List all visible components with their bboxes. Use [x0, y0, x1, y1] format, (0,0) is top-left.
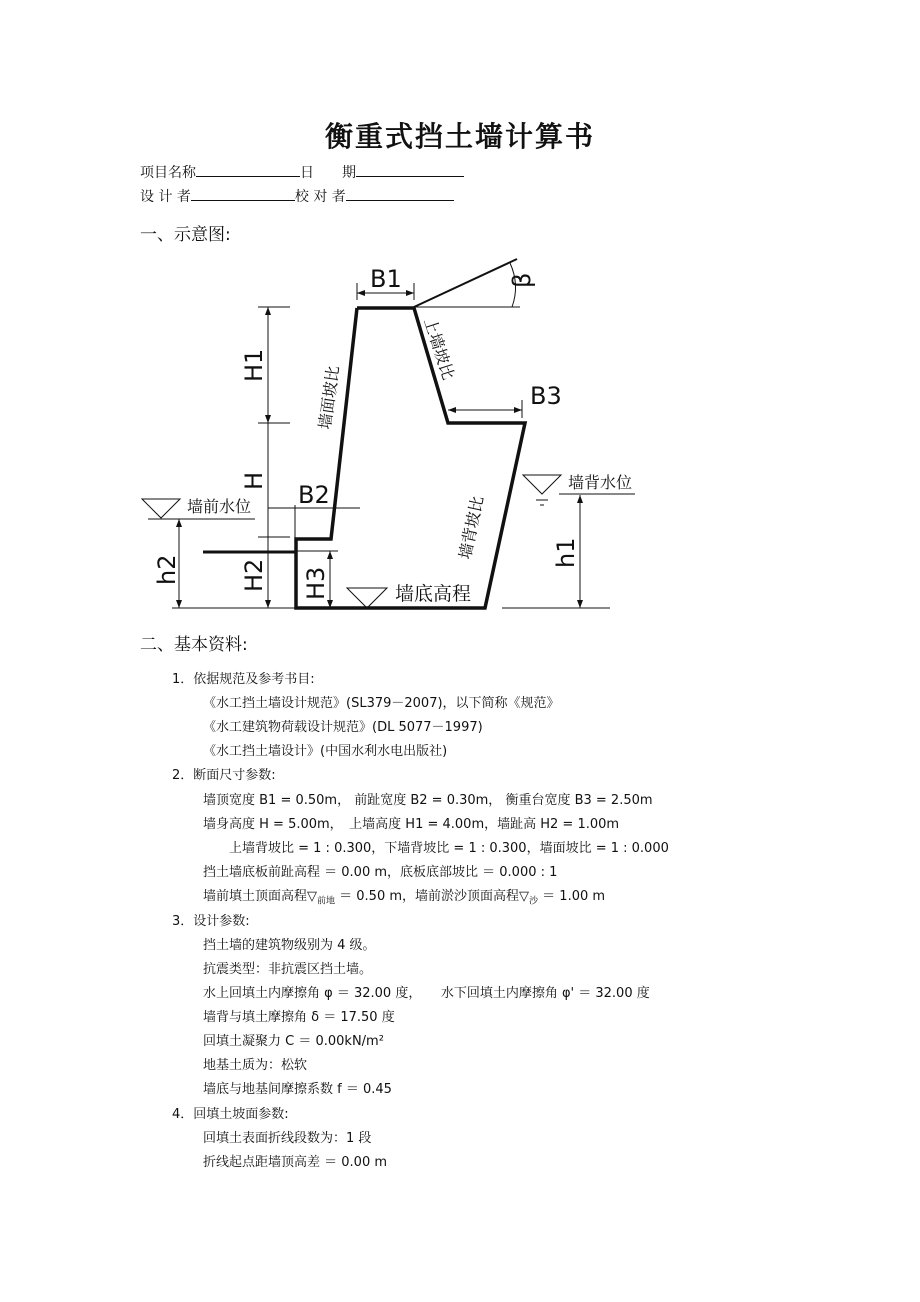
- design-param-line: 水上回填土内摩擦角 φ ＝ 32.00 度， 水下回填土内摩擦角 φ' ＝ 32.00 度: [203, 986, 650, 1001]
- label-b2: B2: [298, 481, 330, 509]
- design-param-line: 墙底与地基间摩擦系数 f ＝ 0.45: [203, 1082, 392, 1097]
- label-base-elevation: 墙底高程: [395, 583, 472, 605]
- fill-elevation-line: [203, 885, 605, 907]
- section-param-line: 挡土墙底板前趾高程 ＝ 0.00 m，底板底部坡比 ＝ 0.000 : 1: [203, 865, 558, 880]
- section-heading-diagram: 一、示意图:: [140, 225, 231, 245]
- item-4-heading: 4．回填土坡面参数:: [172, 1107, 289, 1122]
- label-h1-lower: h1: [552, 537, 580, 568]
- backfill-slope-line: [414, 259, 517, 307]
- design-param-line: 挡土墙的建筑物级别为 4 级。: [203, 938, 376, 953]
- design-param-line: 地基土质为：松软: [203, 1058, 308, 1073]
- wall-diagram: [0, 0, 920, 640]
- label-h2: H2: [240, 558, 268, 592]
- reference-line: 《水工建筑物荷载设计规范》(DL 5077－1997): [203, 720, 483, 735]
- back-water-symbol: [523, 475, 561, 494]
- item-3-heading: 3．设计参数:: [172, 914, 250, 929]
- label-front-water: 墙前水位: [187, 497, 252, 516]
- label-h3: H3: [302, 566, 330, 600]
- fill-sub-a: 前地: [317, 896, 336, 907]
- design-param-line: 回填土凝聚力 C ＝ 0.00kN/m²: [203, 1034, 384, 1049]
- design-param-line: 抗震类型：非抗震区挡土墙。: [203, 962, 373, 977]
- label-h: H: [240, 471, 268, 490]
- section-param-line: 墙身高度 H = 5.00m， 上墙高度 H1 = 4.00m，墙趾高 H2 = 1.00m: [203, 817, 620, 832]
- checker-label: 校 对 者: [294, 189, 346, 205]
- label-h1: H1: [240, 348, 268, 382]
- slope-param-line: 折线起点距墙顶高差 ＝ 0.00 m: [203, 1155, 388, 1170]
- document-title: 衡重式挡土墙计算书: [324, 120, 595, 153]
- section-heading-basic-data: 二、基本资料:: [140, 635, 248, 655]
- label-b1: B1: [370, 265, 402, 293]
- section-param-line: 上墙背坡比 = 1 : 0.300，下墙背坡比 = 1 : 0.300，墙面坡比 = 1 : 0.000: [203, 841, 669, 856]
- fill-text-a: 墙前填土顶面高程▽: [203, 889, 317, 904]
- fill-sub-b: 沙: [529, 896, 539, 907]
- designer-label: 设 计 者: [140, 189, 191, 205]
- base-elevation-symbol: [347, 588, 387, 608]
- project-name-label: 项目名称: [140, 165, 196, 181]
- item-2-heading: 2．断面尺寸参数:: [172, 768, 276, 783]
- fill-text-c: ＝ 1.00 m: [538, 889, 606, 904]
- label-lower-h2: h2: [153, 554, 181, 585]
- reference-line: 《水工挡土墙设计》(中国水利水电出版社): [203, 744, 448, 759]
- item-1-heading: 1．依据规范及参考书目:: [172, 672, 315, 687]
- label-beta: β: [508, 272, 536, 288]
- fill-text-b: ＝ 0.50 m，墙前淤沙顶面高程▽: [335, 889, 530, 904]
- label-b3: B3: [530, 382, 562, 410]
- date-label: 日 期: [300, 165, 356, 181]
- reference-line: 《水工挡土墙设计规范》(SL379－2007)，以下简称《规范》: [203, 696, 560, 711]
- label-upper-back-slope: 上墙坡比: [420, 315, 459, 383]
- label-back-water: 墙背水位: [568, 473, 633, 492]
- slope-param-line: 回填土表面折线段数为：1 段: [203, 1131, 372, 1146]
- label-back-slope: 墙背坡比: [455, 494, 488, 561]
- design-param-line: 墙背与填土摩擦角 δ ＝ 17.50 度: [203, 1010, 395, 1025]
- label-face-slope: 墙面坡比: [315, 364, 343, 431]
- front-water-symbol: [142, 499, 180, 518]
- section-param-line: 墙顶宽度 B1 = 0.50m， 前趾宽度 B2 = 0.30m， 衡重台宽度 B3 = 2.50m: [203, 793, 653, 808]
